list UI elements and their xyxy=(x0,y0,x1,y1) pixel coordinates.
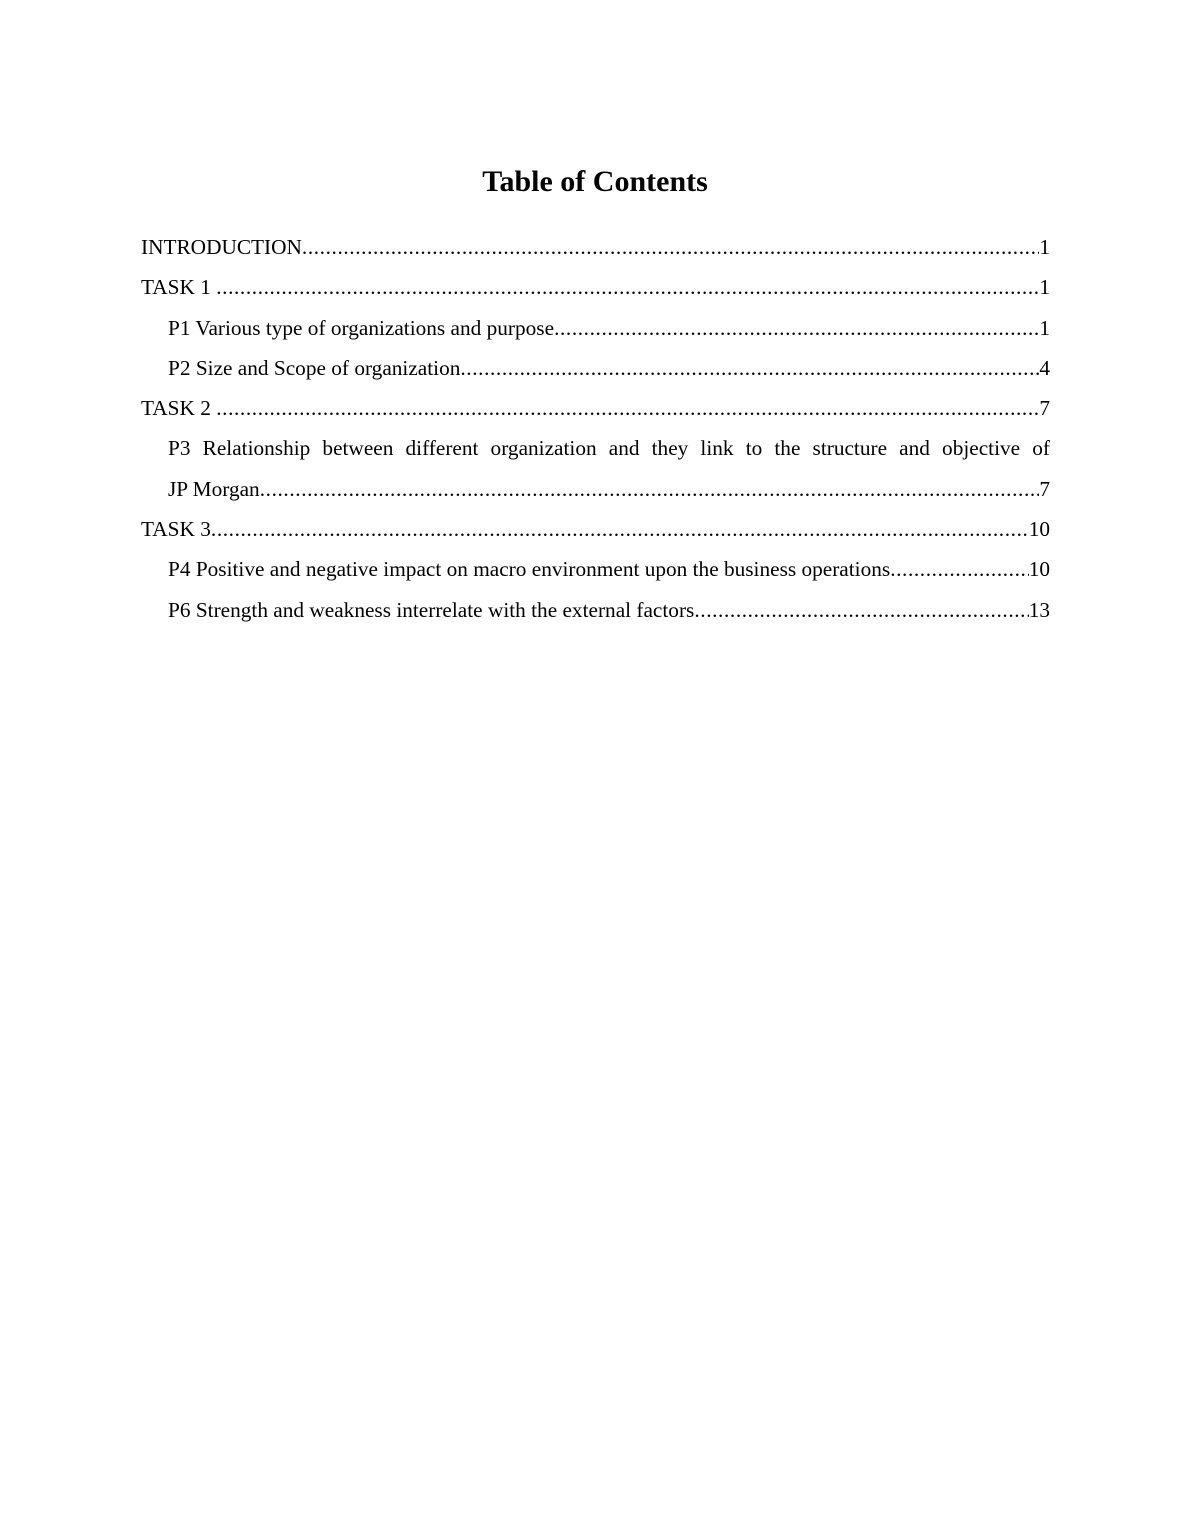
toc-page-number: 1 xyxy=(1039,315,1050,340)
toc-entry-text: P2 Size and Scope of organization xyxy=(168,355,461,380)
toc-entry-task-2[interactable] xyxy=(141,388,1050,428)
dot-leader xyxy=(460,348,1039,388)
toc-page-number: 4 xyxy=(1039,355,1050,380)
toc-entry-text: TASK 3 xyxy=(141,517,211,542)
toc-page-number: 13 xyxy=(1028,597,1050,622)
toc-entry-text: P4 Positive and negative impact on macro environment upon the business operations xyxy=(168,557,891,582)
toc-entry-continuation xyxy=(168,469,1050,509)
toc-page-number: 10 xyxy=(1028,517,1050,542)
toc-page-number: 7 xyxy=(1039,476,1050,501)
toc-entry-p6[interactable] xyxy=(141,590,1050,630)
toc-page-number: 10 xyxy=(1028,557,1050,582)
dot-leader xyxy=(694,590,1028,630)
dot-leader xyxy=(216,267,1039,307)
toc-entry-text: JP Morgan xyxy=(168,476,260,501)
page-title: Table of Contents xyxy=(482,165,708,198)
toc-entry-text: P6 Strength and weakness interrelate with the external factors xyxy=(168,597,695,622)
dot-leader xyxy=(260,469,1040,509)
dot-leader xyxy=(890,549,1029,589)
toc-entry-text: INTRODUCTION xyxy=(141,235,302,259)
dot-leader xyxy=(216,388,1039,428)
dot-leader xyxy=(211,509,1029,549)
toc-entry-p2[interactable] xyxy=(141,348,1050,388)
table-of-contents xyxy=(141,227,1050,630)
toc-entry-text: TASK 1 xyxy=(141,275,217,300)
toc-entry-introduction[interactable] xyxy=(141,227,1050,267)
toc-entry-task-3[interactable] xyxy=(141,509,1050,549)
toc-entry-p4[interactable] xyxy=(141,549,1050,589)
toc-entry-text: P3 Relationship between different organization and they link to the structure and objective of xyxy=(168,436,1050,461)
toc-page-number: 7 xyxy=(1039,396,1050,421)
toc-entry-p3[interactable] xyxy=(141,428,1050,509)
toc-entry-text: TASK 2 xyxy=(141,396,217,421)
toc-entry-task-1[interactable] xyxy=(141,267,1050,307)
toc-page-number: 1 xyxy=(1039,275,1050,300)
dot-leader xyxy=(302,227,1039,267)
toc-entry-p1[interactable] xyxy=(141,308,1050,348)
toc-page-number: 1 xyxy=(1039,235,1050,259)
toc-entry-text: P1 Various type of organizations and purpose xyxy=(168,315,555,340)
dot-leader xyxy=(554,308,1039,348)
